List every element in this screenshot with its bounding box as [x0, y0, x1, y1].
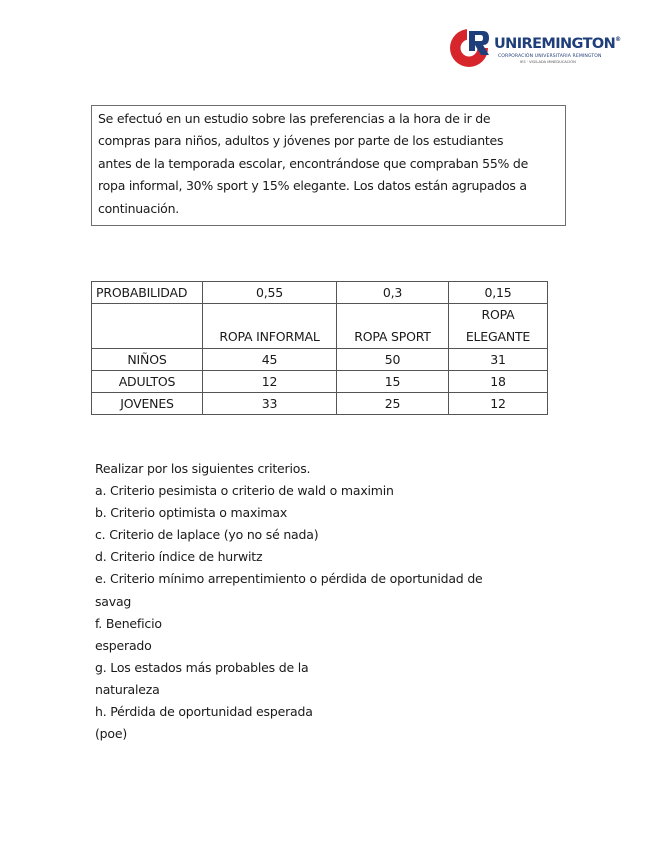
- cell-value: 12: [203, 371, 337, 393]
- problem-statement-box: [91, 105, 566, 226]
- uniremington-logo-mark-icon: [448, 27, 490, 69]
- criteria-item: d. Criterio índice de hurwitz: [95, 549, 263, 565]
- header-row: [92, 304, 548, 349]
- problem-line: ropa informal, 30% sport y 15% elegante. Los datos están agrupados a: [98, 178, 527, 194]
- criteria-item: e. Criterio mínimo arrepentimiento o pérdida de oportunidad de: [95, 571, 483, 587]
- row-label: JOVENES: [92, 393, 203, 415]
- problem-line: continuación.: [98, 200, 179, 216]
- probability-sport: 0,3: [337, 282, 449, 304]
- problem-line: Se efectuó en un estudio sobre las preferencias a la hora de ir de: [98, 111, 491, 126]
- criteria-intro: Realizar por los siguientes criterios.: [95, 461, 311, 476]
- probability-informal: 0,55: [203, 282, 337, 304]
- uniremington-logo: [448, 27, 628, 69]
- row-label: ADULTOS: [92, 371, 203, 393]
- criteria-item: savag: [95, 593, 132, 609]
- criteria-item: (poe): [95, 726, 128, 742]
- criteria-item: b. Criterio optimista o maximax: [95, 505, 288, 521]
- cell-value: 18: [449, 371, 548, 393]
- criteria-item: c. Criterio de laplace (yo no sé nada): [95, 527, 319, 543]
- cell-value: 12: [449, 393, 548, 415]
- cell-value: 45: [203, 349, 337, 371]
- cell-value: 15: [337, 371, 449, 393]
- problem-line: compras para niños, adultos y jóvenes por parte de los estudiantes: [98, 133, 504, 149]
- criteria-list: [95, 458, 483, 745]
- criteria-item: a. Criterio pesimista o criterio de wald o maximin: [95, 483, 394, 499]
- table-row: [92, 349, 548, 371]
- criteria-item: naturaleza: [95, 681, 160, 697]
- probability-row: [92, 282, 548, 304]
- header-ropa-informal: ROPA INFORMAL: [203, 304, 337, 349]
- criteria-item: h. Pérdida de oportunidad esperada: [95, 704, 313, 720]
- logo-subtitle: CORPORACIÓN UNIVERSITARIA REMINGTON: [498, 54, 602, 59]
- preferences-table: [91, 281, 548, 415]
- row-label: NIÑOS: [92, 349, 203, 371]
- criteria-item: g. Los estados más probables de la: [95, 659, 309, 675]
- criteria-item: esperado: [95, 637, 152, 653]
- logo-title: UNIREMINGTON®: [494, 36, 621, 52]
- cell-value: 25: [337, 393, 449, 415]
- probability-elegante: 0,15: [449, 282, 548, 304]
- logo-tagline: IES · VIGILADA MINEDUCACIÓN: [520, 60, 576, 64]
- probability-label: PROBABILIDAD: [92, 282, 203, 304]
- header-empty-cell: [92, 304, 203, 349]
- cell-value: 31: [449, 349, 548, 371]
- header-ropa-elegante-line1: ROPA: [481, 307, 515, 322]
- header-ropa-sport: ROPA SPORT: [337, 304, 449, 349]
- cell-value: 33: [203, 393, 337, 415]
- cell-value: 50: [337, 349, 449, 371]
- table-row: [92, 393, 548, 415]
- header-ropa-elegante-line2: ELEGANTE: [465, 329, 531, 344]
- problem-line: antes de la temporada escolar, encontrándose que compraban 55% de: [98, 155, 529, 171]
- table-row: [92, 371, 548, 393]
- criteria-item: f. Beneficio: [95, 615, 162, 631]
- header-ropa-elegante: [449, 304, 548, 349]
